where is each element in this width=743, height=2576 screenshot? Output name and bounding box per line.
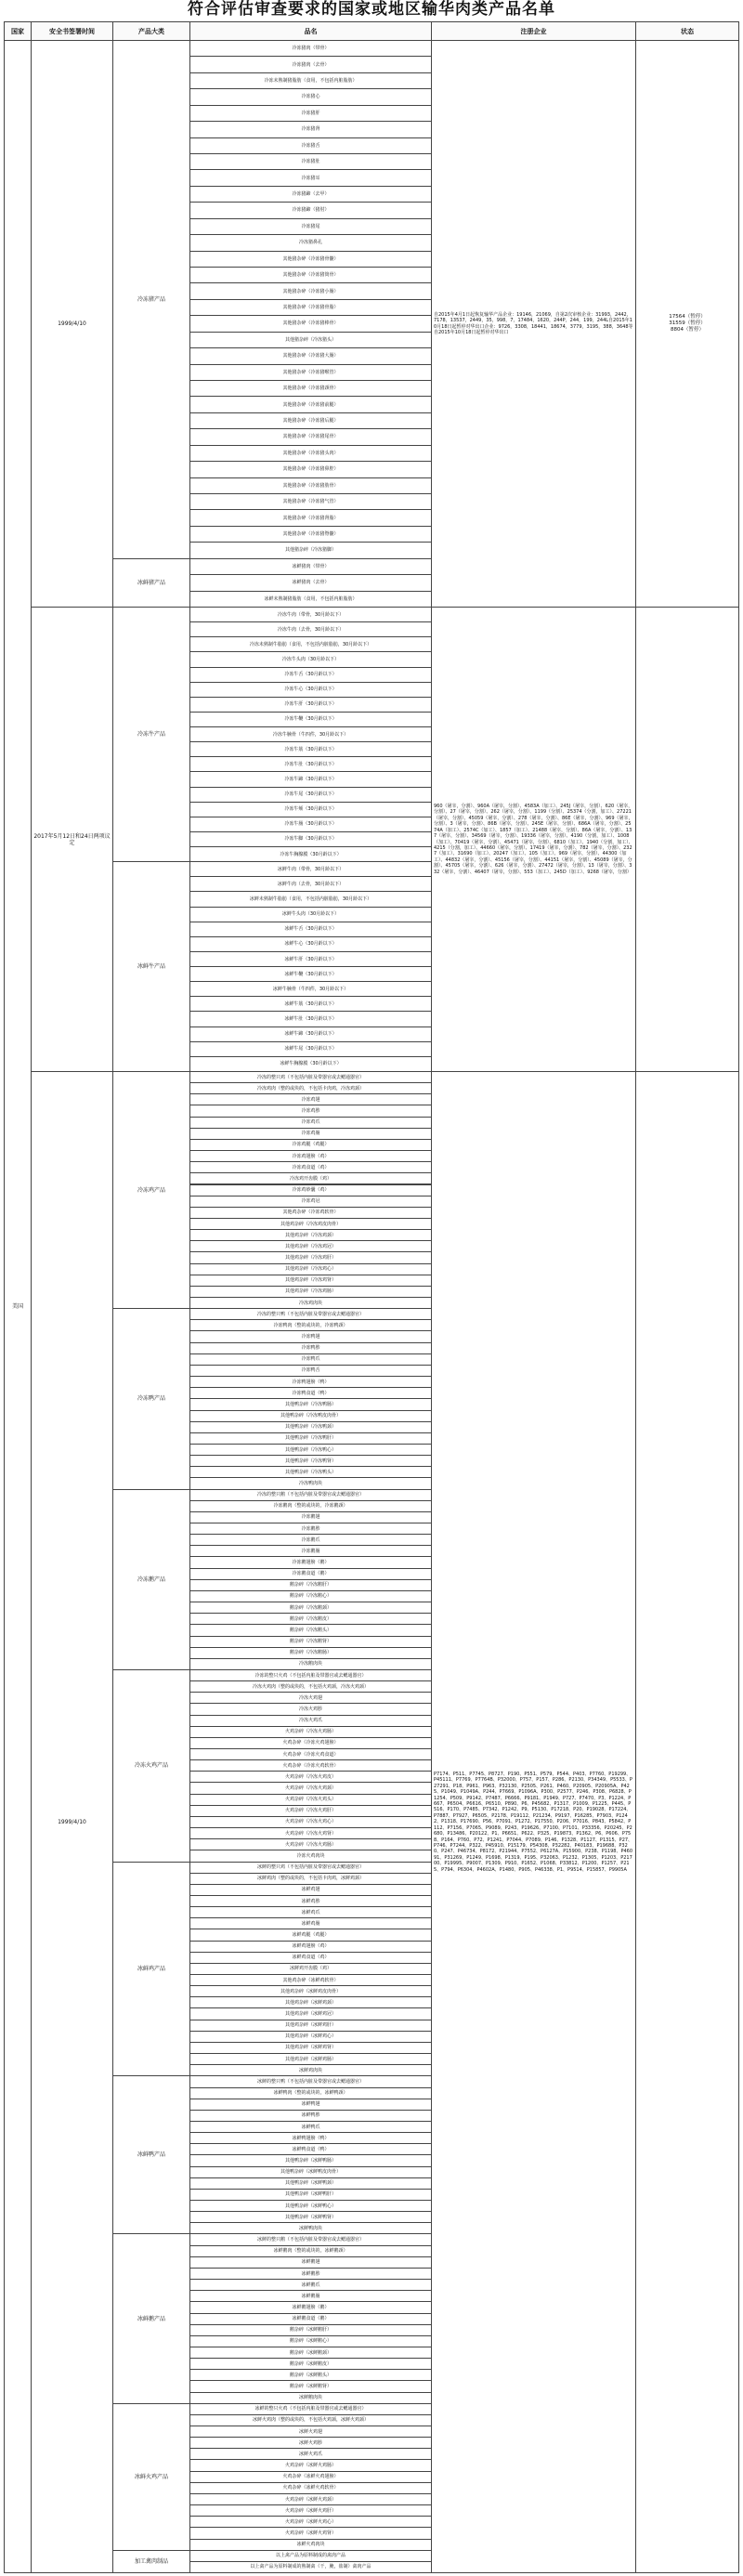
list-table xyxy=(4,21,738,2572)
product-name: 冷冻鸡胗 xyxy=(189,1105,432,1117)
product-name: 其他鸡杂碎（冰鲜鸡心） xyxy=(189,2031,432,2043)
product-name: 鹅杂碎（冷冻鹅心） xyxy=(189,1590,432,1602)
status-cell: 17564（暂停） 31559（暂停） 8804（暂停） xyxy=(635,40,739,608)
product-name: 其他鸡杂碎（冷冻鸡肠） xyxy=(189,1286,432,1298)
product-name: 其他猪杂碎（冷冻猪骨髓） xyxy=(189,251,432,268)
product-name: 其他猪杂碎（冷冻猪小肠） xyxy=(189,282,432,299)
product-name: 冰鲜鸡肉（整的或块的，不包括卡肉鸡，冰鲜鸡颈） xyxy=(189,1873,432,1885)
product-name: 冷冻鹅爪 xyxy=(189,1534,432,1546)
product-name: 冷冻鸡开齿膜（鸡） xyxy=(189,1172,432,1184)
product-name: 冰鲜鹅胗 xyxy=(189,2268,432,2280)
product-name: 鹅杂碎（冰鲜鹅心） xyxy=(189,2335,432,2347)
product-name: 冷冻猪肾 xyxy=(189,121,432,137)
product-name: 冷冻猪蹄（猪肘） xyxy=(189,202,432,218)
product-name: 鹅杂碎（冰鲜鹅皮） xyxy=(189,2358,432,2370)
product-name: 冷冻牛脚（30月龄以下） xyxy=(189,831,432,847)
product-name: 其他猪杂碎（冷冻猪肾脂） xyxy=(189,509,432,526)
product-name: 冰鲜鸡腿（鸡腿） xyxy=(189,1929,432,1941)
product-name: 鹅杂碎（冰鲜鹅肾） xyxy=(189,2380,432,2392)
product-name: 火鸡杂碎（冰鲜火鸡肾） xyxy=(189,2527,432,2539)
product-name: 冷冻牛蹄（30月龄以下） xyxy=(189,771,432,787)
product-name: 冷冻牛尾（30月龄以下） xyxy=(189,787,432,803)
product-name: 其他鸭杂碎（冰鲜鸭皮肉骨） xyxy=(189,2166,432,2178)
product-name: 冰鲜牛筋（30月龄以下） xyxy=(189,996,432,1012)
product-name: 其他猪杂碎（冷冻猪肋骨） xyxy=(189,477,432,494)
product-name: 冷冻鸡肉（整的或块的，不包括卡肉鸡，冷冻鸡颈） xyxy=(189,1082,432,1094)
product-name: 冷冻猪肉（去骨） xyxy=(189,56,432,72)
product-name: 鹅杂碎（冷冻鹅皮） xyxy=(189,1613,432,1625)
product-name: 冷冻鸭爪 xyxy=(189,1353,432,1366)
product-name: 冰鲜鸡肉块 xyxy=(189,2064,432,2076)
product-name: 冰鲜鸡胗 xyxy=(189,1895,432,1907)
product-name: 冷冻猪蹄（去甲） xyxy=(189,186,432,203)
product-name: 冷冻鸡肠 xyxy=(189,1128,432,1140)
product-name: 冰鲜鸡开齿膜（鸡） xyxy=(189,1963,432,1975)
product-name: 冷冻牛肉（去骨，30月龄以下） xyxy=(189,621,432,637)
product-name: 冰鲜牛鞭（30月龄以下） xyxy=(189,966,432,982)
product-name: 其他鸭杂碎（冰鲜鸭心） xyxy=(189,2200,432,2212)
product-name: 冰鲜鸭食道（鸭） xyxy=(189,2143,432,2155)
product-name: 冷冻的整只鸭（不包括内脏及带器官或去鳃通器官） xyxy=(189,1308,432,1320)
product-name: 火鸡杂碎（冰鲜火鸡肝） xyxy=(189,2504,432,2517)
product-name: 冰鲜鹅爪 xyxy=(189,2279,432,2291)
product-name: 火鸡杂碎（冰鲜火鸡翅膀） xyxy=(189,2471,432,2483)
product-name: 冷冻牛颊（30月龄以下） xyxy=(189,802,432,817)
product-name: 冰鲜未熟制牛脂肪（食用，不包括内脏脂肪，30月龄以下） xyxy=(189,891,432,907)
product-name: 冷冻鹅胗 xyxy=(189,1523,432,1535)
category-cell: 冷冻鸡产品 xyxy=(112,1071,190,1309)
product-name: 冷冻火鸡肉（整的或块的，不包括火鸡颈，冷冻火鸡颈） xyxy=(189,1680,432,1693)
product-name: 冰鲜牛肉（去骨，30月龄以下） xyxy=(189,876,432,892)
product-name: 冰鲜牛头肉（30月龄以下） xyxy=(189,907,432,922)
date-cell: 1999/4/10 xyxy=(31,40,113,608)
product-name: 冰鲜火鸡肉（整的或块的，不包括火鸡颈，冰鲜火鸡颈） xyxy=(189,2414,432,2426)
status-cell xyxy=(635,607,739,1072)
product-name: 冷冻鸡肉块 xyxy=(189,1297,432,1309)
product-name: 冷冻火鸡肉块 xyxy=(189,1850,432,1862)
product-name: 其他猪杂碎（冷冻猪筒骨） xyxy=(189,267,432,283)
category-cell: 冰鲜鸡产品 xyxy=(112,1862,190,2077)
product-name: 冰鲜牛舌（30月龄以下） xyxy=(189,922,432,937)
product-name: 冰鲜鸭爪 xyxy=(189,2121,432,2133)
category-cell: 冰鲜鹅产品 xyxy=(112,2233,190,2403)
product-name: 其他猪杂碎（冷冻猪头肉） xyxy=(189,445,432,462)
product-name: 冷冻牛心（30月龄以下） xyxy=(189,682,432,698)
product-name: 火鸡杂碎（冷冻火鸡心） xyxy=(189,1816,432,1828)
product-name: 其他鸭杂碎（冰鲜鸭肠） xyxy=(189,2154,432,2166)
page-title: 符合评估审查要求的国家或地区输华肉类产品名单 xyxy=(188,0,555,19)
product-name: 冷冻牛胸腺膜（30月龄以下） xyxy=(189,846,432,862)
product-name: 冷冻牛肉（带骨，30月龄以下） xyxy=(189,607,432,622)
product-name: 冰鲜牛腩骨（牛四件，30月龄以下） xyxy=(189,981,432,997)
enterprise-cell: 自2015年4月1日起恢复输华产品企业：19146，21069，自第2次审核企业：31993，2442，7178，13537，2449，35，998，7，17484，1620，244P，244，199，244L自2015年10月18日起暂停对华出口企业：9726，3308，18441，18674，3779，3195，388，3648等自2015年10月18日起暂停对华出口 xyxy=(431,40,636,608)
product-name: 其他鸭杂碎（冷冻鸭头） xyxy=(189,1466,432,1478)
product-name: 冰鲜牛蹄（30月龄以下） xyxy=(189,1026,432,1042)
product-name: 冰鲜鸭肉块 xyxy=(189,2222,432,2234)
product-name: 冷冻鸭肉（整的或块的，冷冻鸭颈） xyxy=(189,1319,432,1331)
product-name: 冷冻鸭胗 xyxy=(189,1342,432,1354)
product-name: 冷冻牛筋（30月龄以下） xyxy=(189,741,432,757)
product-name: 冷冻鹅翅膀（鹅） xyxy=(189,1556,432,1568)
status-cell xyxy=(635,1071,739,2573)
product-name: 其他鸭杂碎（冷冻鸭皮肉骨） xyxy=(189,1410,432,1422)
product-name: 其他猪杂碎（冷冻猪尾骨） xyxy=(189,428,432,445)
product-name: 其他鸡杂碎（冷冻鸡心） xyxy=(189,1263,432,1275)
category-cell: 冷冻火鸡产品 xyxy=(112,1669,190,1863)
product-name: 冷冻猪舌 xyxy=(189,137,432,154)
product-name: 其他猪杂碎（冷冻猪骨脂） xyxy=(189,299,432,316)
product-name: 冰鲜牛肉（带骨，30月龄以下） xyxy=(189,861,432,877)
category-cell: 冷冻牛产品 xyxy=(112,607,190,862)
product-name: 其他猪杂碎（冷冻猪脚） xyxy=(189,542,432,558)
product-name: 冷冻猪肚 xyxy=(189,153,432,170)
product-name: 其他鸡杂碎（冰鲜鸡冠） xyxy=(189,2007,432,2020)
product-name: 冰鲜鹅肠 xyxy=(189,2290,432,2302)
product-name: 火鸡杂碎（冰鲜火鸡软骨） xyxy=(189,2482,432,2494)
product-name: 冷冻猪鼻孔 xyxy=(189,234,432,251)
product-name: 其他猪杂碎（冷冻猪脊髓） xyxy=(189,526,432,543)
product-name: 冰鲜鸡肠 xyxy=(189,1917,432,1929)
product-name: 其他鸭杂碎（冷冻鸭肝） xyxy=(189,1432,432,1445)
category-cell: 加工禽肉制品 xyxy=(112,2550,190,2573)
product-name: 鹅杂碎（冷冻鹅肝） xyxy=(189,1579,432,1591)
product-name: 其他猪杂碎（冷冻猪鼻腔） xyxy=(189,461,432,477)
product-name: 冷冻鸡爪 xyxy=(189,1117,432,1129)
product-name: 冰鲜火鸡肉块 xyxy=(189,2539,432,2551)
product-name: 冷冻猪心 xyxy=(189,88,432,105)
product-name: 其他猪杂碎（冷冻猪气管） xyxy=(189,493,432,510)
product-name: 冷冻未熟制牛脂肪（食用，不包括内脏脂肪，30月龄以下） xyxy=(189,636,432,652)
product-name: 鹅杂碎（冷冻鹅肠） xyxy=(189,1647,432,1659)
product-name: 冰鲜猪肉（带骨） xyxy=(189,558,432,575)
product-name: 其他猪杂碎（冷冻猪颈骨） xyxy=(189,380,432,397)
product-name: 火鸡杂碎（冷冻火鸡肝） xyxy=(189,1805,432,1817)
product-name: 火鸡杂碎（冷冻火鸡食道） xyxy=(189,1748,432,1760)
product-name: 冷冻鹅肉块 xyxy=(189,1658,432,1670)
product-name: 其他猪杂碎（冷冻猪前腿） xyxy=(189,396,432,412)
product-name: 其他鸭杂碎（冷冻鸭肾） xyxy=(189,1455,432,1467)
product-name: 冷冻猪肝 xyxy=(189,105,432,122)
product-name: 冷冻鹅肉（整的或块的，冷冻鹅颈） xyxy=(189,1500,432,1512)
product-name: 冷冻鸡冠 xyxy=(189,1196,432,1208)
product-name: 火鸡杂碎（冷冻火鸡软骨） xyxy=(189,1759,432,1772)
product-name: 冷冻未熟制猪脂肪（食用，不包括内脏脂肪） xyxy=(189,72,432,89)
product-name: 火鸡杂碎（冷冻火鸡肾） xyxy=(189,1827,432,1839)
category-cell: 冰鲜牛产品 xyxy=(112,861,190,1072)
product-name: 其他鸡杂碎（冰鲜鸡肾） xyxy=(189,2042,432,2054)
product-name: 冰鲜鸭翅 xyxy=(189,2099,432,2111)
product-name: 冰鲜牛尾（30月龄以下） xyxy=(189,1041,432,1057)
product-name: 其他猪杂碎（冷冻猪后腿） xyxy=(189,412,432,429)
enterprise-cell: P7174、P511、P7745、P8727、P190、P551、P579、P544、P403、P7760、P19299、P45111、P7769、P7764B、P32000、P757、P157、P286、P2130、P34349、P5533、P27291、P18、P961、P963、P32130、P2505、P261、P460、P20905、P20905A、P425、P1049、P1049A、P244、P7669、P1096A、P300、P2577、P246、P308、P6828、P1254、P509、P9142、P7487、P6666、P9181、P1949、P727、P7470、P3、P1224、P667、P6504、P6616、P6510、P890、P6、P45682、P1317、P1009、P1225、P445、P516、P170、P7485、P7342、P1242、P9、P5130、P17218、P20、P19028、P17224、P7887、P7927、P6505、P2178、P19112、P21234、P9197、P16285、P7903、P1242、P1318、P17690、P56、P7091、P1272、P17550、P206、P7016、P843、P5842、P112、P7156、P7065、P9089、P243、P19626、P7100、P7101、P33356、P20245、P2680、P13486、P20122、P1、P6651、P622、P325、P19873、P1362、P6、P606、P758、P164、P760、P72、P1241、P7044、P7089、P146、P1328、P1127、P1315、P27、P746、P7244、P322、P45910、P15179、P54308、P32282、P40183、P19688、P320、P247、P46734、P8172、P21944、P7552、P6127A、P15900、P238、P1198、P46091、P31269、P1249、P1698、P1319、P195、P32063、P1232、P1305、P1203、P21700、P19995、P9007、P1309、P910、P1652、P1068、P33812、P1200、P1257、P215、P794、P6304、P4602A、P1480、P905、P46338、P1、P9514、P15857、P9905A xyxy=(431,1071,636,2573)
product-name: 冰鲜火鸡爪 xyxy=(189,2448,432,2460)
header-country: 国家 xyxy=(4,21,32,41)
product-name: 其他鸡杂碎（冷冻鸡肾） xyxy=(189,1275,432,1287)
product-name: 冰鲜鹅肉（整的或块的，冰鲜鹅颈） xyxy=(189,2245,432,2257)
product-name: 鹅杂碎（冰鲜鹅头） xyxy=(189,2369,432,2381)
product-name: 其他鸡杂碎（冷冻鸡软骨） xyxy=(189,1207,432,1219)
product-name: 冷冻牛鞭（30月龄以下） xyxy=(189,712,432,727)
product-name: 冷冻猪耳 xyxy=(189,169,432,186)
product-name: 冰鲜的整只鹅（不包括内脏及带器官或去鳃通器官） xyxy=(189,2233,432,2245)
header-date: 安全书签署时间 xyxy=(31,21,113,41)
product-name: 冰鲜鸭翅膀（鸭） xyxy=(189,2132,432,2144)
product-name: 其他鸭杂碎（冷冻鸭心） xyxy=(189,1444,432,1456)
product-name: 其他鸭杂碎（冷冻鸭颈） xyxy=(189,1421,432,1433)
product-name: 冰鲜牛肝（30月龄以下） xyxy=(189,951,432,967)
product-name: 冰鲜牛心（30月龄以下） xyxy=(189,936,432,952)
product-name: 冷冻鸭食道（鸭） xyxy=(189,1387,432,1399)
product-name: 冰鲜牛肚（30月龄以下） xyxy=(189,1011,432,1026)
product-name: 冷冻牛腩骨（牛四件，30月龄以下） xyxy=(189,726,432,742)
product-name: 冰鲜的整只火鸡（不包括内脏及带器官或去鳃通器官） xyxy=(189,2403,432,2415)
product-name: 冰鲜鹅翅 xyxy=(189,2256,432,2269)
product-name: 其他鸡杂碎（冷冻鸡肝） xyxy=(189,1251,432,1263)
product-name: 其他鸡杂碎（冰鲜鸡肝） xyxy=(189,2020,432,2032)
product-name: 冰鲜火鸡翅 xyxy=(189,2426,432,2438)
header-enterprise: 注册企业 xyxy=(431,21,636,41)
header-product: 品名 xyxy=(189,21,432,41)
product-name: 冰鲜的整只鸡（不包括内脏及带器官或去鳃通器官） xyxy=(189,1862,432,1874)
product-name: 其他鸡杂碎（冷冻鸡颈） xyxy=(189,1229,432,1241)
product-name: 其他猪杂碎（冷冻猪喉管） xyxy=(189,364,432,381)
date-cell: 1999/4/10 xyxy=(31,1071,113,2573)
product-name: 冰鲜鸡食道（鸡） xyxy=(189,1952,432,1964)
country-cell: 美国 xyxy=(4,40,32,2573)
date-cell: 2017年5月12日和24日两项议定 xyxy=(31,607,113,1072)
product-name: 冷冻牛头肉（30月龄以下） xyxy=(189,651,432,667)
product-name: 火鸡杂碎（冰鲜火鸡肠） xyxy=(189,2459,432,2471)
product-name: 冷冻鸡腿（鸡腿） xyxy=(189,1139,432,1151)
product-name: 其他鸭杂碎（冰鲜鸭肝） xyxy=(189,2189,432,2201)
category-cell: 冰鲜猪产品 xyxy=(112,558,190,608)
product-name: 其他鸭杂碎（冰鲜鸭肾） xyxy=(189,2211,432,2223)
product-name: 冰鲜鸭胗 xyxy=(189,2110,432,2122)
category-cell: 冰鲜火鸡产品 xyxy=(112,2403,190,2551)
product-name: 冷冻鸡砂囊（鸡） xyxy=(189,1184,432,1196)
product-name: 火鸡杂碎（冷冻火鸡颈） xyxy=(189,1782,432,1794)
product-name: 冰鲜鹅翅膀（鹅） xyxy=(189,2301,432,2313)
product-name: 冰鲜鸡翅 xyxy=(189,1884,432,1896)
category-cell: 冰鲜鸭产品 xyxy=(112,2075,190,2234)
product-name: 冷冻鸭翅 xyxy=(189,1330,432,1342)
product-name: 其他鸡杂碎（冰鲜鸡肠） xyxy=(189,2053,432,2065)
product-name: 冷冻的整只鸡（不包括内脏及带器官或去鳃通器官） xyxy=(189,1071,432,1083)
product-name: 冷冻牛肠（30月龄以下） xyxy=(189,817,432,832)
product-name: 冰鲜火鸡胗 xyxy=(189,2437,432,2449)
product-name: 以上禽产品为原料制成的禽肉产品 xyxy=(189,2550,432,2562)
product-name: 冰鲜鹅肉块 xyxy=(189,2392,432,2404)
product-name: 其他鸡杂碎（冷冻鸡冠） xyxy=(189,1240,432,1252)
product-name: 火鸡杂碎（冷冻火鸡翅膀） xyxy=(189,1737,432,1749)
product-name: 冷冻鸡翅 xyxy=(189,1093,432,1105)
product-name: 冷冻鸡食道（鸡） xyxy=(189,1161,432,1173)
product-name: 鹅杂碎（冷冻鹅头） xyxy=(189,1624,432,1636)
product-name: 冷冻鸭翅膀（鸭） xyxy=(189,1376,432,1388)
product-name: 火鸡杂碎（冷冻火鸡皮） xyxy=(189,1771,432,1783)
product-name: 冷冻鹅食道（鹅） xyxy=(189,1568,432,1580)
product-name: 冰鲜的整只鸭（不包括内脏及带器官或去鳃通器官） xyxy=(189,2075,432,2087)
product-name: 鹅杂碎（冷冻鹅颈） xyxy=(189,1602,432,1614)
enterprise-cell: 960（屠宰，分割）、960A（屠宰，分割）、4583A（加工）、245J（屠宰，分割）、620（屠宰，分割）、27（屠宰，分割）、262（屠宰，分割）、1199（分割）、25374（分割，加工）、27221（屠宰，分割）、45059（屠宰，分割）、278（屠宰，分割）、86E（屠宰，分割）、969（屠宰，分割）、3（屠宰，分割）、86B（屠宰，分割）、245E（屠宰，分割）、686A（屠宰，分割）、2574A（加工）、2574C（加工）、1857（加工）、21488（屠宰，分割）、86A（屠宰，分割）、137（屠宰，分割）、34569（屠宰，分割）、19336（屠宰，分割）、4190（分割，加工）、1008（加工）、70419（屠宰，分割）、45471（屠宰，分割）、6810（加工）、1940（分割，加工）、4215（分割，加工）、44660（屠宰，分割）、17419（屠宰，分割）、782（屠宰，分割）、2327（加工）、31690（加工）、20247（加工）、105（加工）、969（屠宰，分割）、44300（加工）、44832（屠宰，分割）、45156（屠宰，分割）、44151（屠宰，分割）、45089（屠宰，分割）、45705（屠宰，分割）、626（屠宰，分割）、27472（屠宰，分割）、13（屠宰，分割）、332（屠宰，分割）、46407（屠宰，分割）、553（加工）、245D（加工）、9268（屠宰，分割） xyxy=(431,607,636,1072)
product-name: 冷冻鸭肉块 xyxy=(189,1477,432,1489)
product-name: 冷冻火鸡翅 xyxy=(189,1692,432,1704)
category-cell: 冷冻鹅产品 xyxy=(112,1489,190,1670)
product-name: 其他猪杂碎（冷冻猪头） xyxy=(189,332,432,348)
product-name: 冰鲜鸭肉（整的或块的，冰鲜鸭颈） xyxy=(189,2087,432,2099)
header-status: 状态 xyxy=(635,21,739,41)
product-name: 冷冻的整只鹅（不包括内脏及带器官或去鳃通器官） xyxy=(189,1489,432,1501)
product-name: 冷冻鸭舌 xyxy=(189,1365,432,1377)
product-name: 其他猪杂碎（冷冻猪大肠） xyxy=(189,347,432,364)
product-name: 鹅杂碎（冰鲜鹅颈） xyxy=(189,2347,432,2359)
product-name: 其他猪杂碎（冷冻猪棒骨） xyxy=(189,315,432,332)
product-name: 冷冻牛肝（30月龄以下） xyxy=(189,697,432,713)
product-name: 冰鲜猪肉（去骨） xyxy=(189,574,432,591)
category-cell: 冷冻鸭产品 xyxy=(112,1308,190,1489)
product-name: 鹅杂碎（冷冻鹅肾） xyxy=(189,1636,432,1648)
product-name: 冷冻猪尾 xyxy=(189,218,432,235)
product-name: 冷冻牛肚（30月龄以下） xyxy=(189,756,432,772)
product-name: 火鸡杂碎（冷冻火鸡头） xyxy=(189,1794,432,1806)
product-name: 火鸡杂碎（冰鲜火鸡颈） xyxy=(189,2493,432,2505)
product-name: 冷冻鹅肠 xyxy=(189,1545,432,1557)
product-name: 其他鸡杂碎（冰鲜鸡颈） xyxy=(189,1996,432,2008)
product-name: 火鸡杂碎（冷冻火鸡肠） xyxy=(189,1838,432,1850)
product-name: 其他鸡杂碎（冰鲜鸡软骨） xyxy=(189,1974,432,1986)
product-name: 火鸡杂碎（冰鲜火鸡心） xyxy=(189,2516,432,2528)
product-name: 冷冻火鸡胗 xyxy=(189,1703,432,1715)
product-name: 火鸡杂碎（冷冻火鸡肠） xyxy=(189,1726,432,1738)
product-name: 冰鲜未熟制猪脂肪（食用，不包括内脏脂肪） xyxy=(189,591,432,608)
product-name: 冷冻牛舌（30月龄以下） xyxy=(189,667,432,683)
product-name: 冰鲜鸡爪 xyxy=(189,1906,432,1918)
product-name: 冰鲜牛胸腺膜（30月龄以下） xyxy=(189,1056,432,1072)
product-name: 冷冻的整只火鸡（不包括内脏及带器官或去鳃通器官） xyxy=(189,1669,432,1681)
product-name: 冷冻鹅翅 xyxy=(189,1511,432,1523)
product-name: 冰鲜鸡翅膀（鸡） xyxy=(189,1941,432,1953)
product-name: 其他鸭杂碎（冰鲜鸭颈） xyxy=(189,2177,432,2190)
header-category: 产品大类 xyxy=(112,21,190,41)
product-name: 冷冻火鸡爪 xyxy=(189,1715,432,1727)
product-name: 冰鲜鹅食道（鹅） xyxy=(189,2313,432,2325)
product-name: 其他鸭杂碎（冷冻鸭肠） xyxy=(189,1398,432,1410)
product-name: 鹅杂碎（冰鲜鹅肝） xyxy=(189,2324,432,2336)
product-name: 冷冻鸡翅膀（鸡） xyxy=(189,1150,432,1162)
product-name: 其他鸡杂碎（冰鲜鸡皮肉骨） xyxy=(189,1985,432,1997)
product-name: 冷冻猪肉（带骨） xyxy=(189,40,432,57)
category-cell: 冷冻猪产品 xyxy=(112,40,190,559)
product-name: 其他鸡杂碎（冷冻鸡皮肉骨） xyxy=(189,1218,432,1230)
product-name: 以上禽产品为原料制成的熟制禽（干，腌，盐制）禽肉产品 xyxy=(189,2561,432,2573)
